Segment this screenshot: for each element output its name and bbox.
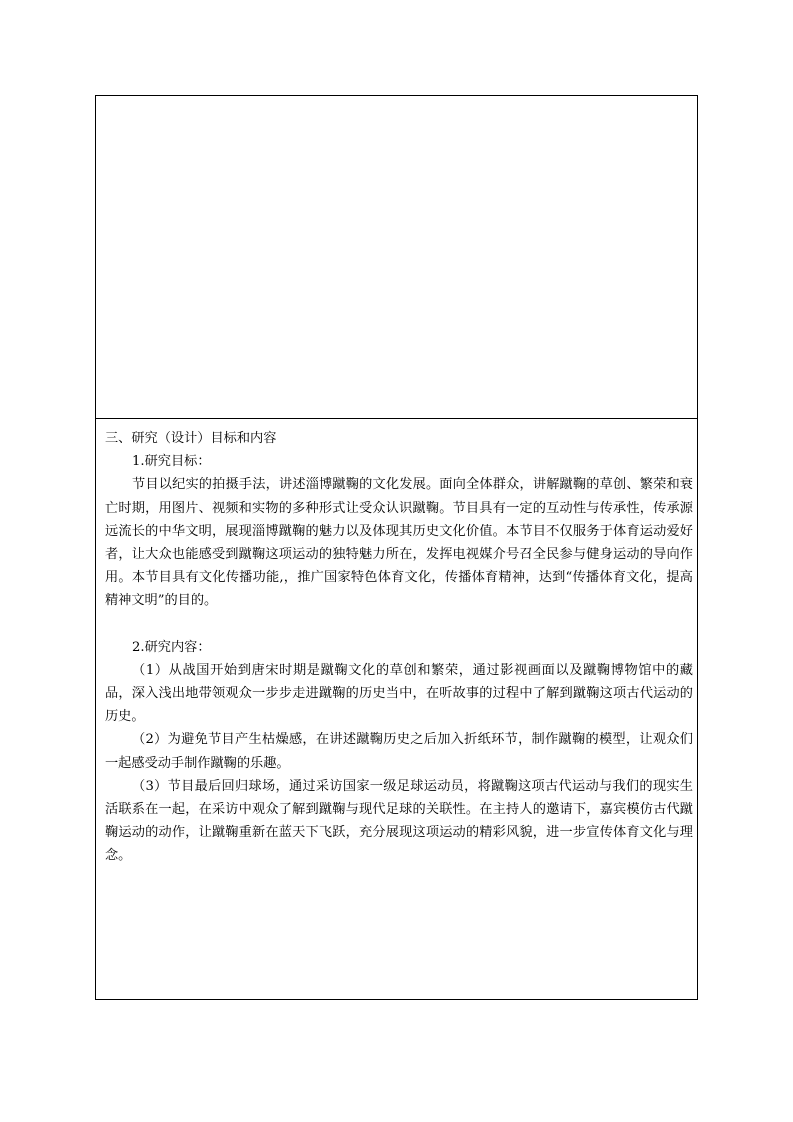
research-goals-content xyxy=(105,427,693,868)
content-heading: 2.研究内容： xyxy=(132,639,211,655)
goal-paragraph: 节目以纪实的拍摄手法，讲述淄博蹴鞠的文化发展。面向全体群众，讲解蹴鞠的草创、繁荣和衰亡时期，用图片、视频和实物的多种形式让受众认识蹴鞠。节目具有一定的互动性与传承性，传承源远流长的中华文明，展现淄博蹴鞠的魅力以及体现其历史文化价值。本节目不仅服务于体育运动爱好者，让大众也能感受到蹴鞠这项运动的独特魅力所在，发挥电视媒介号召全民参与健身运动的导向作用。本节目具有文化传播功能,，推广国家特色体育文化，传播体育精神，达到“传播体育文化，提高精神文明”的目的。 xyxy=(105,477,693,609)
content-item-2: （2）为避免节目产生枯燥感，在讲述蹴鞠历史之后加入折纸环节，制作蹴鞠的模型，让观众们一起感受动手制作蹴鞠的乐趣。 xyxy=(105,732,693,771)
goal-heading: 1.研究目标： xyxy=(132,454,211,470)
content-item-1: （1）从战国开始到唐宋时期是蹴鞠文化的草创和繁荣，通过影视画面以及蹴鞠博物馆中的藏品，深入浅出地带领观众一步步走进蹴鞠的历史当中，在听故事的过程中了解到蹴鞠这项古代运动的历史。 xyxy=(105,662,693,725)
paragraph-spacer xyxy=(105,613,693,636)
form-table xyxy=(95,95,698,1000)
section-title: 三、研究（设计）目标和内容 xyxy=(105,431,277,446)
content-item-3: （3）节目最后回归球场，通过采访国家一级足球运动员，将蹴鞠这项古代运动与我们的现实生活联系在一起，在采访中观众了解到蹴鞠与现代足球的关联性。在主持人的邀请下，嘉宾模仿古代蹴鞠运动的动作，让蹴鞠重新在蓝天下飞跃，充分展现这项运动的精彩风貌，进一步宣传体育文化与理念。 xyxy=(105,778,693,864)
empty-table-cell xyxy=(96,96,697,419)
research-goals-cell xyxy=(96,419,697,999)
